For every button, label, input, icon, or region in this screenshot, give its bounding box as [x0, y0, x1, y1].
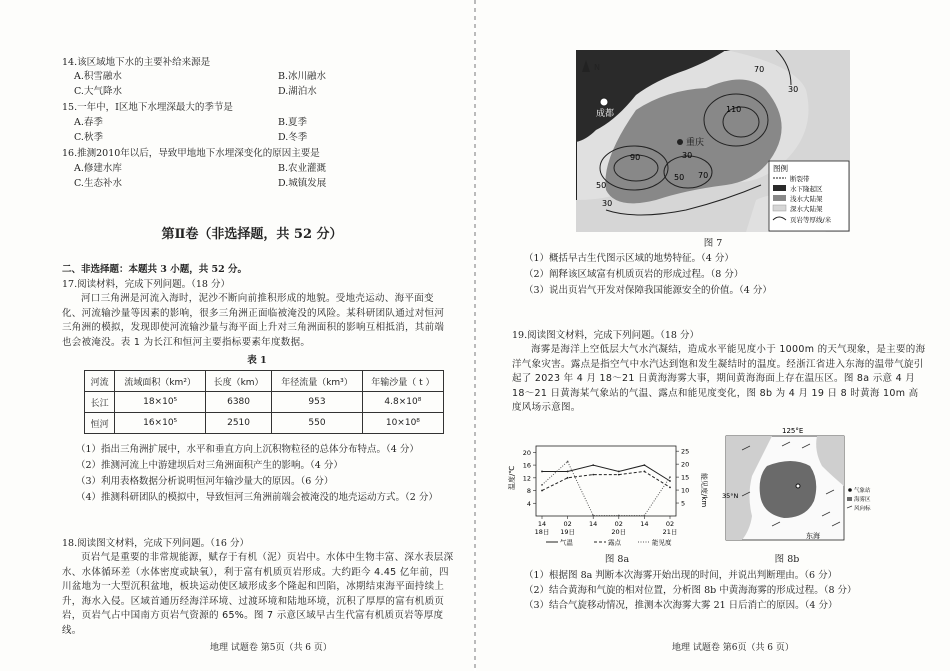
legend-item: 断裂带: [790, 175, 810, 183]
q15-option-d[interactable]: D.冬季: [278, 132, 308, 143]
q15-option-c[interactable]: C.秋季: [74, 132, 103, 143]
table-cell: 953: [272, 392, 363, 413]
city-label-chengdu: 成都: [596, 109, 615, 119]
x-tick-label: 20日: [611, 528, 627, 536]
legend-item: 页岩等厚线/米: [790, 216, 832, 224]
q15-option-b[interactable]: B.夏季: [278, 117, 308, 128]
q17-question-4: （4）推测科研团队的模拟中，导致恒河三角洲前端会被淹没的地壳运动方式。（2 分）: [76, 492, 438, 503]
x-tick-label: 14: [589, 520, 598, 528]
q18-question-1: （1）概括早古生代图示区域的地势特征。（4 分）: [524, 253, 734, 264]
x-tick-label: 21日: [662, 528, 678, 536]
q16-option-c[interactable]: C.生态补水: [74, 178, 122, 189]
y2-tick-label: 20: [681, 460, 690, 469]
q18-material: 页岩气是重要的非常规能源，赋存于有机（泥）页岩中。水体中生物丰富、深水表层深水、水体循环差（水体密度或缺氧），利于富有机质页岩形成。大约距今 4.45 亿年前，四川盆地为一大型沉积盆地，板块运动使区域形成多个隆起和凹陷，冰期结束海平面持续上升，海水入侵。区域首通历经海洋环境、过渡环境和陆地环境，沉积了厚厚的富有机质页岩，页岩气占中国南方页岩气资源的 65%。图 7 示意区域早古生代富有机质页岩等厚度线。: [62, 552, 454, 636]
q16-option-a[interactable]: A.修建水库: [74, 163, 122, 174]
x-tick-label: 02: [614, 520, 623, 528]
q17-stem: 17.阅读材料，完成下列问题。（18 分）: [62, 279, 230, 290]
legend-item: 深水大陆架: [790, 205, 823, 213]
page-footer: 地理 试题卷 第5页（共 6 页）: [210, 643, 332, 653]
x-tick-label: 02: [563, 520, 572, 528]
table1-title: 表 1: [247, 355, 267, 366]
q15-option-a[interactable]: A.春季: [74, 117, 103, 128]
q19-question-1: （1）根据图 8a 判断本次海雾开始出现的时间，并说出判断理由。（6 分）: [524, 570, 838, 581]
x-tick-label: 02: [665, 520, 675, 528]
contour-label: 70: [698, 171, 709, 180]
sea-fog-area: [760, 461, 817, 518]
contour-label: 30: [602, 199, 613, 208]
legend-item: 海雾区: [854, 497, 871, 503]
legend-item: 浅水大陆架: [790, 195, 823, 203]
table-header: 年径流量（km³）: [272, 371, 363, 392]
q17-material: 河口三角洲是河流入海时，泥沙不断向前推积形成的地貌。受地壳运动、海平面变化、河流输沙量等因素的影响，很多三角洲正面临被淹没的风险。某科研团队通过对恒河三角洲的模拟，发现即使河流输沙量与海平面上升对三角洲面积的影响互相抵消，其前端也会被淹没。表 1 为长江和恒河主要指标要素年度数据。: [62, 293, 445, 348]
y-tick-label: 20: [522, 448, 531, 457]
data-point: [567, 461, 569, 463]
q14-stem: 14.该区域地下水的主要补给来源是: [62, 57, 211, 68]
map-8b-legend: [847, 486, 871, 512]
q17-question-3: （3）利用表格数据分析说明恒河年输沙量大的原因。（6 分）: [76, 476, 334, 487]
figure-7-caption: 图 7: [703, 238, 723, 249]
contour-label: 50: [596, 181, 607, 190]
table-header-row: [85, 371, 444, 392]
table-header: 长度（km）: [205, 371, 271, 392]
q19-stem: 19.阅读图文材料，完成下列问题。（18 分）: [512, 330, 699, 341]
table-header: 河流: [85, 371, 115, 392]
data-point: [541, 490, 543, 492]
y-tick-label: 12: [522, 474, 531, 483]
y2-tick-label: 5: [681, 499, 686, 508]
q18-stem: 18.阅读图文材料，完成下列问题。（16 分）: [62, 538, 249, 549]
data-point: [669, 486, 671, 488]
q14-option-c[interactable]: C.大气降水: [74, 86, 122, 97]
table-row: [85, 413, 444, 434]
north-label: N: [594, 63, 600, 72]
y2-tick-label: 25: [681, 447, 690, 456]
y-tick-label: 4: [526, 499, 531, 508]
data-point: [618, 471, 620, 473]
figure-8a-chart: [506, 438, 711, 548]
data-point: [541, 484, 543, 486]
page-5: [0, 0, 474, 671]
data-point: [618, 515, 620, 517]
map-legend: [769, 161, 849, 231]
legend-item: 气象站: [854, 488, 871, 494]
q14-option-b[interactable]: B.冰川融水: [278, 71, 327, 82]
q18-question-3: （3）说出页岩气开发对保障我国能源安全的价值。（4 分）: [524, 285, 772, 296]
q17-question-2: （2）推测河流上中游建坝后对三角洲面积产生的影响。（4 分）: [76, 460, 343, 471]
x-tick-label: 19日: [560, 528, 575, 536]
y-tick-label: 8: [526, 487, 531, 496]
sea-label: 东海: [806, 532, 820, 540]
series-dewpoint-line: [542, 471, 670, 490]
data-point: [567, 471, 569, 473]
table-cell: 6380: [205, 392, 271, 413]
chart-frame: [536, 446, 676, 516]
y-tick-label: 16: [522, 461, 531, 470]
q14-option-d[interactable]: D.湖泊水: [278, 86, 317, 97]
y2-tick-label: 10: [681, 486, 690, 495]
data-point: [592, 474, 594, 476]
table-cell: 10×10⁸: [362, 413, 443, 434]
chart-y-label-right: 能见度/km: [700, 473, 708, 508]
table-cell: 550: [272, 413, 363, 434]
weather-station-icon: [796, 484, 800, 488]
q19-question-3: （3）结合气旋移动情况，推测本次海雾大雾 21 日后消亡的原因。（4 分）: [524, 600, 838, 611]
section-intro: 二、非选择题：本题共 3 小题，共 52 分。: [62, 264, 248, 275]
data-point: [644, 464, 646, 466]
q19-question-2: （2）结合黄海和气旋的相对位置，分析图 8b 中黄海海雾的形成过程。（8 分）: [524, 585, 857, 596]
data-point: [669, 480, 671, 482]
q16-stem: 16.推测2010年以后，导致甲地地下水埋深变化的原因主要是: [62, 148, 320, 159]
figure-8b-map: [722, 426, 872, 548]
legend-item: 水下隆起区: [790, 185, 823, 193]
data-point: [541, 471, 543, 473]
city-marker-icon: [677, 139, 683, 145]
legend-item: 风向标: [854, 506, 871, 512]
q16-option-d[interactable]: D.城镇发展: [278, 178, 327, 189]
table-row: [85, 392, 444, 413]
data-point: [592, 464, 594, 466]
chart-y-label-left: 温度/℃: [508, 465, 516, 490]
contour-label: 30: [682, 151, 693, 160]
data-point: [592, 515, 594, 517]
q18-question-2: （2）阐释该区域富有机质页岩的形成过程。（8 分）: [524, 269, 744, 280]
contour-label: 110: [726, 105, 742, 114]
q16-option-b[interactable]: B.农业灌溉: [278, 163, 327, 174]
legend-title: 图例: [773, 164, 788, 173]
data-point: [644, 515, 646, 517]
q14-option-a[interactable]: A.积雪融水: [74, 71, 122, 82]
q17-question-1: （1）指出三角洲扩展中，水平和垂直方向上沉积物粒径的总体分布特点。（4 分）: [76, 444, 419, 455]
data-point: [618, 474, 620, 476]
contour-label: 30: [788, 85, 799, 94]
table-cell: 2510: [205, 413, 271, 434]
table-cell: 4.8×10⁸: [362, 392, 443, 413]
figure-8a-caption: 图 8a: [604, 554, 630, 565]
x-tick-label: 14: [640, 520, 649, 528]
page-footer: 地理 试题卷 第6页（共 6 页）: [672, 643, 794, 653]
table-cell: 16×10⁵: [115, 413, 206, 434]
figure-7-map: [576, 50, 850, 232]
city-marker-icon: [600, 98, 608, 106]
section-title: 第Ⅱ卷（非选择题，共 52 分）: [161, 227, 343, 242]
table-cell: 18×10⁵: [115, 392, 206, 413]
legend-label: 能见度: [652, 538, 672, 547]
longitude-label: 125°E: [782, 427, 804, 435]
table-1: [84, 370, 444, 434]
q15-stem: 15.一年中，Ⅰ区地下水埋深最大的季节是: [62, 102, 233, 113]
data-point: [644, 471, 646, 473]
contour-label: 50: [674, 173, 685, 182]
city-label-chongqing: 重庆: [686, 138, 705, 148]
y2-tick-label: 15: [681, 473, 690, 482]
table-header: 流域面积（km²）: [115, 371, 206, 392]
figure-8b-caption: 图 8b: [774, 554, 800, 565]
latitude-label: 35°N: [722, 492, 739, 500]
table-header: 年输沙量（ t ）: [362, 371, 443, 392]
contour-label: 90: [630, 153, 641, 162]
table-cell: 恒河: [85, 413, 115, 434]
legend-label: 气温: [560, 538, 573, 547]
x-tick-label: 14: [537, 520, 547, 528]
data-point: [567, 477, 569, 479]
legend-label: 露点: [608, 538, 621, 547]
x-tick-label: 18日: [534, 528, 550, 536]
q19-material: 海雾是海洋上空低层大气水汽凝结，造成水平能见度小于 1000m 的天气现象，是主要的海洋气象灾害。露点是指空气中水汽达到饱和发生凝结时的温度。经浙江省进入东海的温带气旋引起了 2023 年 4 月 18～21 日黄海海雾大事，期间黄海海面上存在温压区。图 8a 示意 4 月 18～21 日黄海某气象站的气温、露点和能见度变化，图 8b 为 4 月 19 日 8 时黄海 10m 高度风场示意图。: [512, 344, 926, 413]
table-cell: 长江: [85, 392, 115, 413]
data-point: [669, 476, 671, 478]
page-6: [476, 0, 950, 671]
contour-label: 70: [754, 65, 765, 74]
